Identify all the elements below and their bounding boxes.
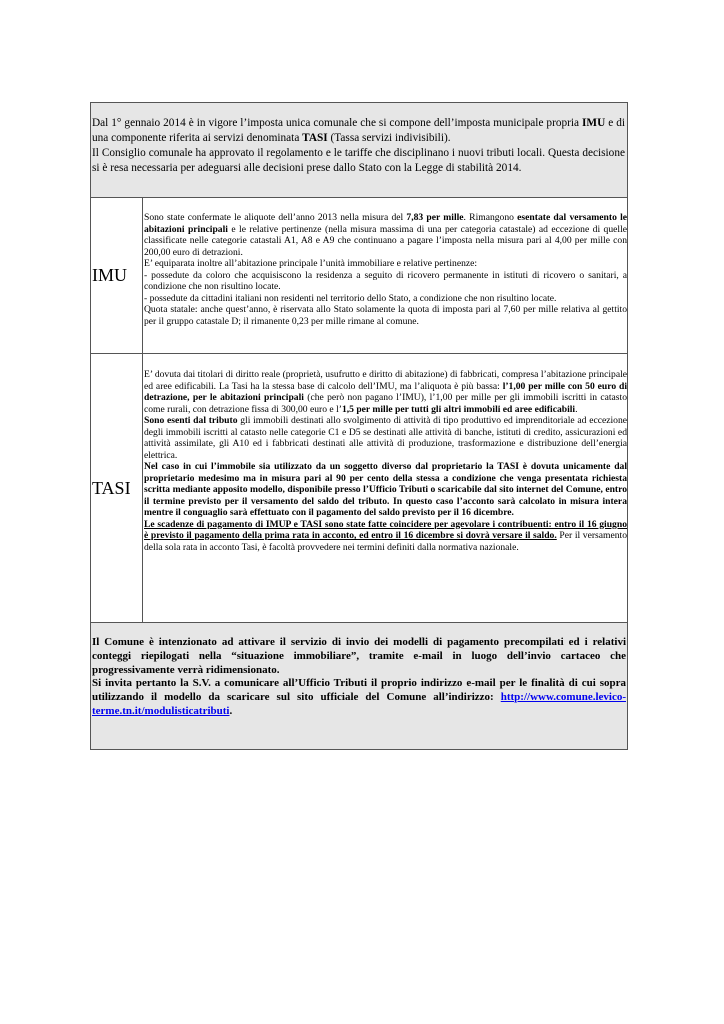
payment-deadlines: Le scadenze di pagamento di IMUP e TASI sono state fatte coincidere per agevolare i contribuenti: entro il 16 giugno è previsto il pagamento della prima rata in acconto, ed entro il 16 dicembre si dovrà versare il saldo.	[144, 518, 627, 541]
intro-section	[91, 103, 627, 198]
tax-info-table	[90, 102, 628, 750]
imu-term: IMU	[582, 117, 606, 129]
modulistica-link[interactable]: http://www.comune.levico-terme.tn.it/modulisticatributi	[92, 691, 626, 717]
intro-paragraph-1: Dal 1° gennaio 2014 è in vigore l’imposta unica comunale che si compone dell’imposta municipale propria IMU e di una componente riferita ai servizi denominata TASI (Tassa servizi indivisibili).	[92, 117, 625, 144]
imu-label: IMU	[91, 198, 143, 353]
outro-section: Il Comune è intenzionato ad attivare il servizio di invio dei modelli di pagamento precompilati ed i relativi conteggi riepilogati nella “situazione immobiliare”, tramite e-mail in luogo dell’invio cartaceo che progressivamente verrà ridimensionato. Si invita pertanto la S.V. a comunicare all’Ufficio Tributi il proprio indirizzo e-mail per le finalità di cui sopra utilizzando il modello da scaricare sul sito ufficiale del Comune all’indirizzo: http://www.comune.levico-terme.tn.it/modulisticatributi.	[91, 623, 627, 749]
tasi-description: E’ dovuta dai titolari di diritto reale (proprietà, usufrutto e diritto di abitazione) di fabbricati, compresa l’abitazione principale ed aree edificabili. La Tasi ha la stessa base di calcolo dell’IMU, ma l’aliquota è più bassa: l’1,00 per mille con 50 euro di detrazione, per le abitazioni principali (che però non pagano l’IMU), l’1,00 per mille per gli immobili iscritti in catasto come rurali, con detrazione fissa di 300,00 euro e l’1,5 per mille per tutti gli altri immobili ed aree edificabili. Sono esenti dal tributo gli immobili destinati allo svolgimento di attività di tipo produttivo ed imprenditoriale ad eccezione degli immobili iscritti al catasto nelle categorie C1 e D5 se destinati alle attività di banche, istituti di credito, assicurazioni ed attività assimilate, gli A10 ed i fabbricati destinati alle attività di produzione, trasformazione e distribuzione dell’energia elettrica. Nel caso in cui l’immobile sia utilizzato da un soggetto diverso dal proprietario la TASI è dovuta unicamente dal proprietario medesimo ma in misura pari al 90 per cento della stessa a condizione che venga presentata richiesta scritta mediante apposito modello, disponibile presso l’Ufficio Tributi o scaricabile dal sito internet del Comune, entro il termine previsto per il versamento del saldo del tributo. In questo caso l’acconto sarà calcolato in misura intera mentre il conguaglio sarà effettuato con il pagamento del saldo previsto per il 16 dicembre. Le scadenze di pagamento di IMUP e TASI sono state fatte coincidere per agevolare i contribuenti: entro il 16 giugno è previsto il pagamento della prima rata in acconto, ed entro il 16 dicembre si dovrà versare il saldo. Per il versamento della sola rata in acconto Tasi, è facoltà provvedere nei termini definiti dalla normativa nazionale.	[144, 369, 628, 553]
tasi-term: TASI	[302, 132, 328, 144]
intro-paragraph-2: Il Consiglio comunale ha approvato il regolamento e le tariffe che disciplinano i nuovi tributi locali. Questa decisione si è resa necessaria per adeguarsi alle decisioni prese dallo Stato con la Legge di stabilità 2014.	[92, 147, 625, 174]
tasi-row	[91, 354, 627, 623]
imu-description: Sono state confermate le aliquote dell’anno 2013 nella misura del 7,83 per mille. Rimangono esentate dal versamento le abitazioni principali e le relative pertinenze (nella misura massima di una per categoria catastale) ad eccezione di quelle classificate nelle categorie catastali A1, A8 e A9 che continuano a pagare l’imposta nella misura pari al 4,00 per mille con 200,00 euro di detrazioni. E’ equiparata inoltre all’abitazione principale l’unità immobiliare e relative pertinenze: - possedute da coloro che acquisiscono la residenza a seguito di ricovero permanente in istituti di ricovero o sanitari, a condizione che non risultino locate. - possedute da cittadini italiani non residenti nel territorio dello Stato, a condizione che non risultino locate. Quota statale: anche quest’anno, è riservata allo Stato solamente la quota di imposta pari al 7,60 per mille relativa al gettito per il gruppo catastale D; il rimanente 0,23 per mille rimane al comune.	[144, 212, 628, 327]
tasi-label: TASI	[91, 354, 143, 622]
imu-row	[91, 198, 627, 354]
